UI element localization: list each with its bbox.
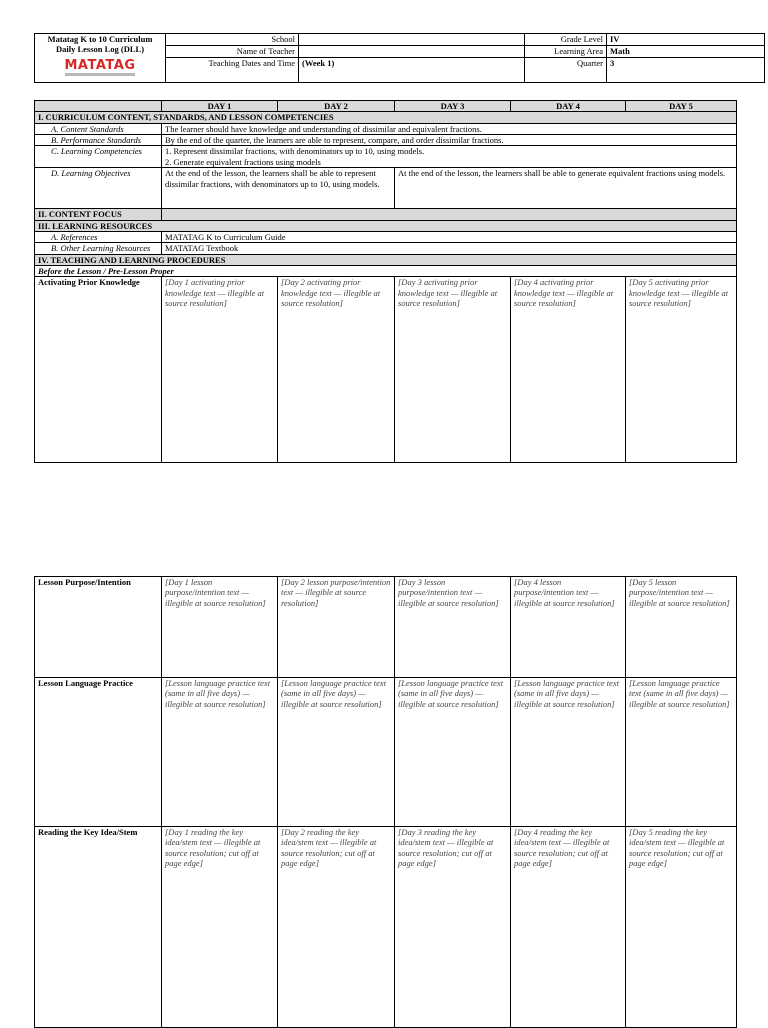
lesson-purpose-day4: [Day 4 lesson purpose/intention text — illegible at source resolution] <box>511 577 626 678</box>
title-line1: Matatag K to 10 Curriculum <box>47 34 153 44</box>
lesson-purpose-day5: [Day 5 lesson purpose/intention text — illegible at source resolution] <box>626 577 737 678</box>
section-learning-resources: III. LEARNING RESOURCES <box>35 220 737 231</box>
day-header: DAY 5 <box>626 101 737 112</box>
logo-tagline-mark <box>65 73 135 76</box>
header-table <box>34 33 765 83</box>
lesson-language-practice-label: Lesson Language Practice <box>35 678 162 827</box>
school-field[interactable] <box>299 34 525 46</box>
other-resources-text: MATATAG Textbook <box>162 243 737 254</box>
language-practice-day2: [Lesson language practice text (same in all five days) — illegible at source resolution] <box>278 678 395 827</box>
language-practice-day1: [Lesson language practice text (same in all five days) — illegible at source resolution] <box>162 678 278 827</box>
title-line2: Daily Lesson Log (DLL) <box>55 44 145 55</box>
day-header: DAY 1 <box>162 101 278 112</box>
content-focus-fill <box>162 209 737 220</box>
day-header: DAY 4 <box>511 101 626 112</box>
lesson-purpose-day2: [Day 2 lesson purpose/intention text — illegible at source resolution] <box>278 577 395 678</box>
reading-key-idea-day3: [Day 3 reading the key idea/stem text — illegible at source resolution; cut off at page edge] <box>395 827 511 1028</box>
learning-objective-days-3-5: At the end of the lesson, the learners shall be able to generate equivalent fractions using models. <box>395 168 737 209</box>
document-title <box>35 34 166 83</box>
lesson-purpose-label: Lesson Purpose/Intention <box>35 577 162 678</box>
reading-key-idea-label: Reading the Key Idea/Stem <box>35 827 162 1028</box>
learning-competencies-label: C. Learning Competencies <box>35 146 162 168</box>
grade-level-value[interactable]: IV <box>607 34 765 46</box>
content-standards-label: A. Content Standards <box>35 123 162 134</box>
section-content-focus: II. CONTENT FOCUS <box>35 209 162 220</box>
dates-field[interactable]: (Week 1) <box>299 58 525 83</box>
references-text: MATATAG K to Curriculum Guide <box>162 231 737 242</box>
section-procedures: IV. TEACHING AND LEARNING PROCEDURES <box>35 254 737 265</box>
activating-prior-knowledge-label: Activating Prior Knowledge <box>35 277 162 463</box>
quarter-label: Quarter <box>525 58 607 83</box>
activating-day2: [Day 2 activating prior knowledge text — illegible at source resolution] <box>278 277 395 463</box>
section-curriculum: I. CURRICULUM CONTENT, STANDARDS, AND LESSON COMPETENCIES <box>35 112 737 123</box>
quarter-value[interactable]: 3 <box>607 58 765 83</box>
performance-standards-text: By the end of the quarter, the learners are able to represent, compare, and order dissimilar fractions. <box>162 135 737 146</box>
reading-key-idea-day2: [Day 2 reading the key idea/stem text — illegible at source resolution; cut off at page edge] <box>278 827 395 1028</box>
activating-day5: [Day 5 activating prior knowledge text — illegible at source resolution] <box>626 277 737 463</box>
activating-day4: [Day 4 activating prior knowledge text — illegible at source resolution] <box>511 277 626 463</box>
lesson-log-table <box>34 100 737 463</box>
teacher-label: Name of Teacher <box>166 46 299 58</box>
school-label: School <box>166 34 299 46</box>
reading-key-idea-day4: [Day 4 reading the key idea/stem text — illegible at source resolution; cut off at page edge] <box>511 827 626 1028</box>
lesson-purpose-day1: [Day 1 lesson purpose/intention text — illegible at source resolution] <box>162 577 278 678</box>
lesson-purpose-day3: [Day 3 lesson purpose/intention text — illegible at source resolution] <box>395 577 511 678</box>
language-practice-day3: [Lesson language practice text (same in all five days) — illegible at source resolution] <box>395 678 511 827</box>
day-header: DAY 2 <box>278 101 395 112</box>
reading-key-idea-day5: [Day 5 reading the key idea/stem text — illegible at source resolution; cut off at page edge] <box>626 827 737 1028</box>
language-practice-day4: [Lesson language practice text (same in all five days) — illegible at source resolution] <box>511 678 626 827</box>
day-header: DAY 3 <box>395 101 511 112</box>
content-standards-text: The learner should have knowledge and understanding of dissimilar and equivalent fractions. <box>162 123 737 134</box>
teacher-field[interactable] <box>299 46 525 58</box>
other-resources-label: B. Other Learning Resources <box>35 243 162 254</box>
learning-competencies-text <box>162 146 737 168</box>
activating-day1: [Day 1 activating prior knowledge text — illegible at source resolution] <box>162 277 278 463</box>
references-label: A. References <box>35 231 162 242</box>
competency-item: 2. Generate equivalent fractions using models <box>165 156 321 167</box>
performance-standards-label: B. Performance Standards <box>35 135 162 146</box>
lesson-log-continuation-table <box>34 576 737 1028</box>
corner-cell <box>35 101 162 112</box>
matatag-logo: MATATAG <box>64 57 136 73</box>
activating-day3: [Day 3 activating prior knowledge text — illegible at source resolution] <box>395 277 511 463</box>
learning-objective-days-1-2: At the end of the lesson, the learners shall be able to represent dissimilar fractions, with denominators up to 10, using models. <box>162 168 395 209</box>
language-practice-day5: [Lesson language practice text (same in all five days) — illegible at source resolution] <box>626 678 737 827</box>
learning-objectives-label: D. Learning Objectives <box>35 168 162 209</box>
learning-area-label: Learning Area <box>525 46 607 58</box>
reading-key-idea-day1: [Day 1 reading the key idea/stem text — illegible at source resolution; cut off at page edge] <box>162 827 278 1028</box>
competency-item: 1. Represent dissimilar fractions, with denominators up to 10, using models. <box>165 146 425 157</box>
grade-level-label: Grade Level <box>525 34 607 46</box>
dates-label: Teaching Dates and Time <box>166 58 299 83</box>
before-lesson-heading: Before the Lesson / Pre-Lesson Proper <box>35 265 737 276</box>
learning-area-value[interactable]: Math <box>607 46 765 58</box>
